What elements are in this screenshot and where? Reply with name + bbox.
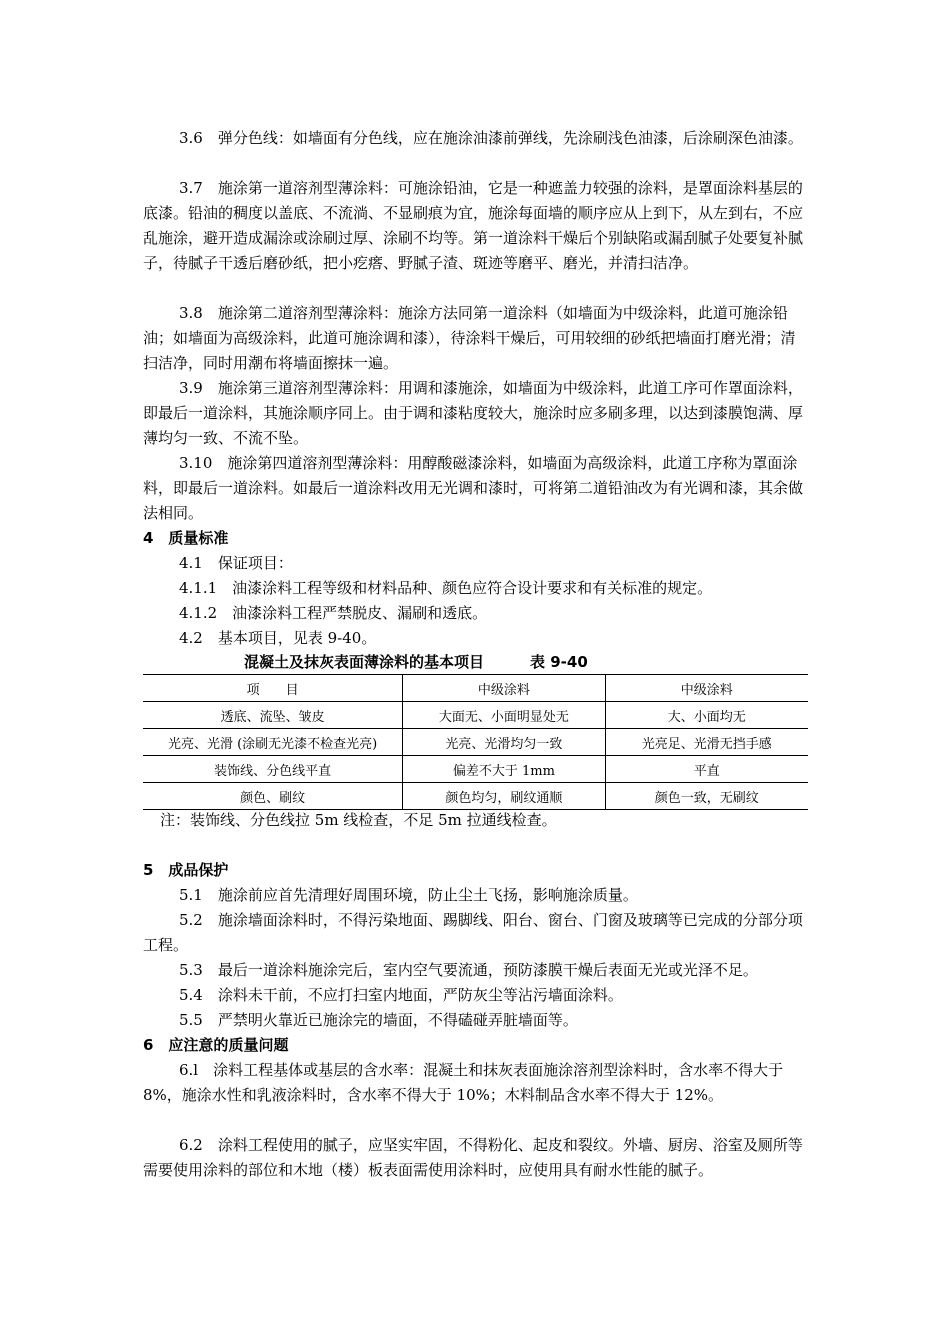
table-row [143, 756, 808, 783]
paragraph-4-1-1: 4.1.1 油漆涂料工程等级和材料品种、颜色应符合设计要求和有关标准的规定。 [179, 579, 713, 597]
table-cell: 光亮足、光滑无挡手感 [605, 729, 808, 756]
paragraph-3-10: 3.10 施涂第四道溶剂型薄涂料：用醇酸磁漆涂料，如墙面为高级涂料，此道工序称为罩面涂料，即最后一道涂料。如最后一道涂料改用无光调和漆时，可将第二道铅油改为有光调和漆，其余做法相同。 [143, 454, 804, 522]
table-row [143, 702, 808, 729]
table-title: 混凝土及抹灰表面薄涂料的基本项目 [244, 653, 485, 671]
table-caption [244, 651, 588, 672]
table-cell: 光亮、光滑 (涂刷无光漆不检查光亮) [143, 729, 403, 756]
paragraph-4-1-2: 4.1.2 油漆涂料工程严禁脱皮、漏刷和透底。 [179, 604, 488, 622]
section-heading-4: 4 质量标准 [143, 529, 229, 547]
paragraph-5-1: 5.1 施涂前应首先清理好周围环境，防止尘土飞扬，影响施涂质量。 [179, 886, 638, 904]
paragraph-3-9: 3.9 施涂第三道溶剂型薄涂料：用调和漆施涂，如墙面为中级涂料，此道工序可作罩面涂料，即最后一道涂料，其施涂顺序同上。由于调和漆粘度较大，施涂时应多刷多理，以达到漆膜饱满、厚薄均匀一致、不流不坠。 [143, 379, 804, 447]
section-heading-6: 6 应注意的质量问题 [143, 1036, 289, 1054]
table-row [143, 729, 808, 756]
paragraph-3-7: 3.7 施涂第一道溶剂型薄涂料：可施涂铅油，它是一种遮盖力较强的涂料，是罩面涂料基层的底漆。铅油的稠度以盖底、不流淌、不显刷痕为宜，施涂每面墙的顺序应从上到下，从左到右，不应乱施涂，避开造成漏涂或涂刷过厚、涂刷不均等。第一道涂料干燥后个别缺陷或漏刮腻子处要复补腻子，待腻子干透后磨砂纸，把小疙瘩、野腻子渣、斑迹等磨平、磨光，并清扫洁净。 [143, 179, 804, 272]
paragraph-5-4: 5.4 涂料未干前，不应打扫室内地面，严防灰尘等沾污墙面涂料。 [179, 986, 623, 1004]
paragraph-4-1: 4.1 保证项目： [179, 554, 293, 572]
table-cell: 装饰线、分色线平直 [143, 756, 403, 783]
table-cell: 颜色均匀，刷纹通顺 [403, 783, 605, 810]
table-cell: 平直 [605, 756, 808, 783]
table-cell: 大面无、小面明显处无 [403, 702, 605, 729]
table-cell: 大、小面均无 [605, 702, 808, 729]
table-cell: 颜色一致，无刷纹 [605, 783, 808, 810]
paragraph-4-2: 4.2 基本项目，见表 9-40。 [179, 629, 377, 647]
header-cell: 中级涂料 [403, 675, 605, 702]
paragraph-6-2: 6.2 涂料工程使用的腻子，应坚实牢固，不得粉化、起皮和裂纹。外墙、厨房、浴室及厕所等需要使用涂料的部位和木地（楼）板表面需使用涂料时，应使用具有耐水性能的腻子。 [143, 1136, 803, 1179]
paragraph-3-8: 3.8 施涂第二道溶剂型薄涂料：施涂方法同第一道涂料（如墙面为中级涂料，此道可施涂铅油；如墙面为高级涂料，此道可施涂调和漆），待涂料干燥后，可用较细的砂纸把墙面打磨光滑；清扫洁净，同时用潮布将墙面擦抹一遍。 [143, 304, 796, 372]
table-cell: 偏差不大于 1mm [403, 756, 605, 783]
table-row [143, 783, 808, 810]
table-number: 表 9-40 [530, 653, 588, 671]
table-header-row [143, 675, 808, 702]
paragraph-5-2: 5.2 施涂墙面涂料时，不得污染地面、踢脚线、阳台、窗台、门窗及玻璃等已完成的分部分项工程。 [143, 911, 803, 954]
quality-table [143, 674, 808, 810]
table-cell: 颜色、刷纹 [143, 783, 403, 810]
paragraph-3-6: 3.6 弹分色线：如墙面有分色线，应在施涂油漆前弹线，先涂刷浅色油漆，后涂刷深色油漆。 [179, 129, 803, 147]
table-note: 注：装饰线、分色线拉 5m 线检查，不足 5m 拉通线检查。 [160, 811, 557, 829]
section-heading-5: 5 成品保护 [143, 861, 229, 879]
header-cell: 项 目 [143, 675, 403, 702]
paragraph-5-5: 5.5 严禁明火靠近已施涂完的墙面，不得磕碰弄脏墙面等。 [179, 1011, 578, 1029]
table-cell: 光亮、光滑均匀一致 [403, 729, 605, 756]
table-cell: 透底、流坠、皱皮 [143, 702, 403, 729]
paragraph-5-3: 5.3 最后一道涂料施涂完后，室内空气要流通，预防漆膜干燥后表面无光或光泽不足。 [179, 961, 758, 979]
header-cell: 中级涂料 [605, 675, 808, 702]
paragraph-6-1: 6.l 涂料工程基体或基层的含水率：混凝土和抹灰表面施涂溶剂型涂料时，含水率不得大于 8%，施涂水性和乳液涂料时，含水率不得大于 10%；木料制品含水率不得大于 12%。 [143, 1061, 784, 1104]
